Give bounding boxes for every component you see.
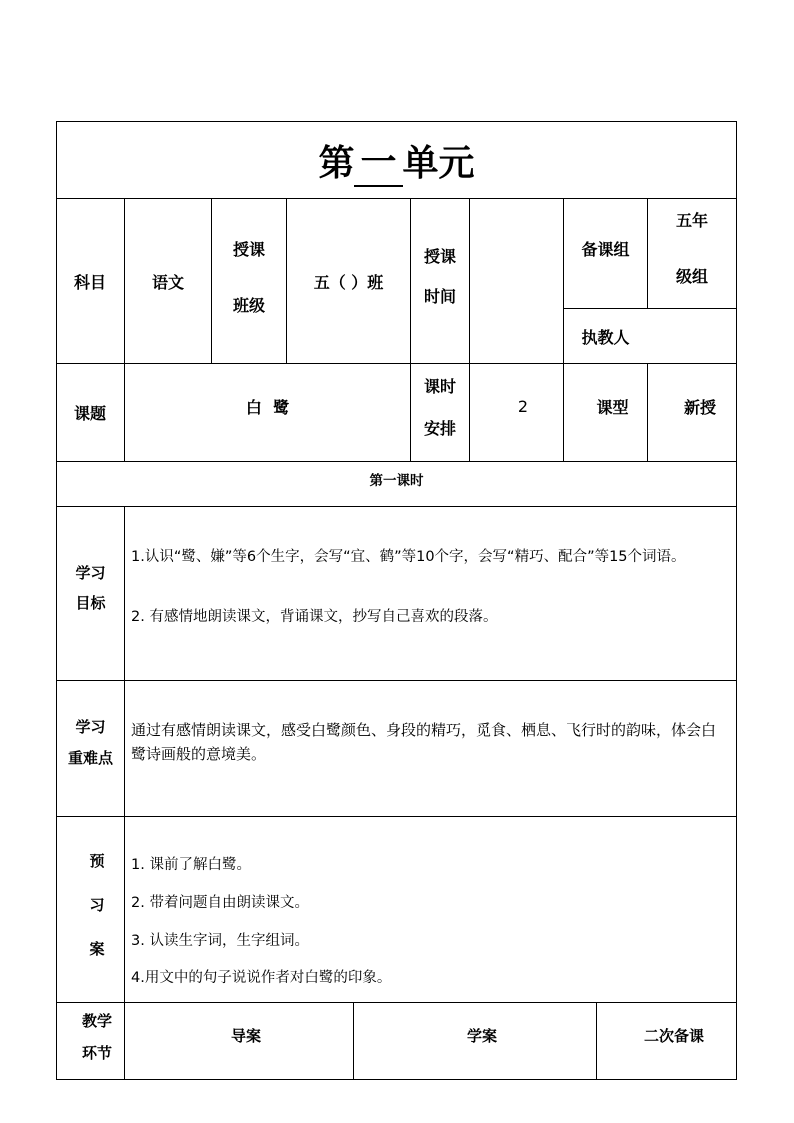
class-label-line1: 授课	[232, 239, 265, 259]
teacher-label: 执教人	[581, 327, 630, 347]
preview-item-3: 3. 认读生字词，生字组词。	[131, 933, 309, 949]
subject-label: 科目	[73, 272, 106, 292]
topic-value: 白 鹭	[245, 398, 290, 417]
preview-item-2: 2. 带着问题自由朗读课文。	[131, 895, 309, 911]
guide-column-header: 导案	[230, 1026, 261, 1045]
rule-period-bottom	[56, 506, 737, 507]
goals-label-line1: 学习	[75, 563, 106, 582]
unit-title-prefix: 第	[318, 142, 355, 184]
preview-label-line2: 习	[89, 895, 105, 914]
preview-item-1: 1. 课前了解白鹭。	[131, 857, 251, 873]
goals-item-2: 2. 有感情地朗读课文，背诵课文，抄写自己喜欢的段落。	[131, 609, 498, 625]
class-value: 五（ ）班	[313, 272, 384, 292]
teacher-value[interactable]	[648, 309, 736, 363]
group-value-line1: 五年	[675, 210, 708, 230]
unit-title-number: 一	[354, 134, 402, 187]
focus-label-line2: 重难点	[67, 748, 113, 767]
col-line-2	[211, 198, 212, 364]
focus-label-line1: 学习	[75, 717, 106, 736]
type-label: 课型	[596, 398, 629, 417]
stage-label-line1: 教学	[81, 1011, 112, 1030]
goals-item-1: 1.认识“鹭、嫌”等6个生字，会写“宜、鹤”等10个字，会写“精巧、配合”等15个词语。	[131, 549, 686, 565]
goals-label-line2: 目标	[75, 593, 106, 612]
group-value-line2: 级组	[675, 266, 708, 286]
study-column-header: 学案	[466, 1026, 497, 1045]
time-value[interactable]	[470, 199, 563, 363]
hours-value: 2	[517, 397, 529, 416]
unit-title-suffix: 单元	[402, 142, 475, 184]
border-bottom	[56, 1079, 737, 1080]
preview-label-line1: 预	[89, 851, 105, 870]
subject-value: 语文	[151, 272, 184, 292]
preview-label-line3: 案	[89, 939, 105, 958]
border-right	[736, 121, 737, 1080]
time-label-line1: 授课	[423, 246, 456, 266]
group-label: 备课组	[581, 239, 630, 259]
stage-label-line2: 环节	[81, 1043, 112, 1062]
time-label-line2: 时间	[423, 286, 456, 306]
rule-goals-bottom	[56, 680, 737, 681]
type-value: 新授	[683, 398, 716, 417]
rule-focus-bottom	[56, 816, 737, 817]
unit-title	[56, 122, 737, 198]
topic-label: 课题	[73, 404, 106, 423]
preview-item-4: 4.用文中的句子说说作者对白鹭的印象。	[131, 970, 392, 986]
hours-label-line1: 课时	[423, 376, 456, 396]
hours-label-line2: 安排	[423, 418, 456, 438]
second-prep-column-header: 二次备课	[643, 1026, 704, 1045]
period-heading: 第一课时	[369, 473, 424, 489]
class-label-line2: 班级	[232, 295, 265, 315]
col-line-label-lower	[124, 506, 125, 1080]
focus-text: 通过有感情朗读课文，感受白鹭颜色、身段的精巧，觅食、栖息、飞行时的韵味，体会白鹭诗画般的意境美。	[131, 721, 717, 763]
